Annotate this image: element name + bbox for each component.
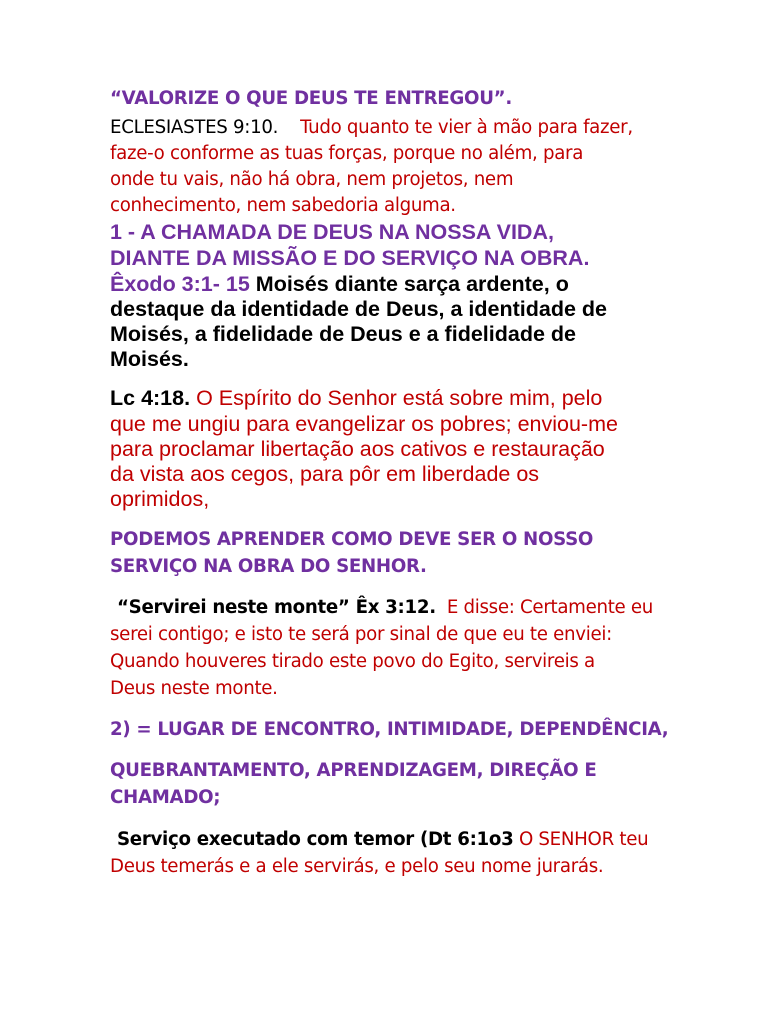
servirei-text-line: Deus neste monte. xyxy=(110,678,278,699)
exodus-text-line: Moisés, a fidelidade de Deus e a fidelidade de xyxy=(110,322,576,346)
section2-line: 2) = LUGAR DE ENCONTRO, INTIMIDADE, DEPENDÊNCIA, xyxy=(110,719,669,740)
section1-heading-line: DIANTE DA MISSÃO E DO SERVIÇO NA OBRA. xyxy=(110,246,590,270)
exodus-text: Moisés diante sarça ardente, o xyxy=(255,272,569,296)
section2-line: CHAMADO; xyxy=(110,787,221,808)
section1-heading-line: 1 - A CHAMADA DE DEUS NA NOSSA VIDA, xyxy=(110,220,554,244)
servico-text-line: Deus temerás e a ele servirás, e pelo seu nome jurarás. xyxy=(110,856,604,877)
servirei-text-line: serei contigo; e isto te será por sinal de que eu te enviei: xyxy=(110,624,612,645)
ecclesiastes-text-line: onde tu vais, não há obra, nem projetos, nem xyxy=(110,169,514,190)
luke-text-line: que me ungiu para evangelizar os pobres; enviou-me xyxy=(110,412,618,436)
luke-text-line: para proclamar libertação aos cativos e restauração xyxy=(110,437,605,461)
servirei-line-1 xyxy=(117,597,653,618)
ecclesiastes-text-line: faze-o conforme as tuas forças, porque no além, para xyxy=(110,143,584,164)
ecclesiastes-text: Tudo quanto te vier à mão para fazer, xyxy=(300,117,633,138)
ecclesiastes-reference: ECLESIASTES 9:10. xyxy=(110,117,279,138)
luke-text-line: oprimidos, xyxy=(110,487,210,511)
exodus-text-line: destaque da identidade de Deus, a identidade de xyxy=(110,297,607,321)
servico-line-1 xyxy=(117,829,648,850)
servico-text: O SENHOR teu xyxy=(518,829,649,850)
luke-line-1 xyxy=(110,386,602,411)
luke-reference: Lc 4:18. xyxy=(110,386,191,410)
servirei-text-line: Quando houveres tirado este povo do Egito, servireis a xyxy=(110,651,595,672)
servico-lead: Serviço executado com temor (Dt 6:1o3 xyxy=(117,829,514,850)
exodus-reference: Êxodo 3:1- 15 xyxy=(110,272,250,296)
learn-heading-line: PODEMOS APRENDER COMO DEVE SER O NOSSO xyxy=(110,529,594,550)
theme-title: “VALORIZE O QUE DEUS TE ENTREGOU”. xyxy=(110,88,512,109)
luke-text: O Espírito do Senhor está sobre mim, pelo xyxy=(196,386,603,410)
section2-line: QUEBRANTAMENTO, APRENDIZAGEM, DIREÇÃO E xyxy=(110,760,597,781)
learn-heading-line: SERVIÇO NA OBRA DO SENHOR. xyxy=(110,556,427,577)
ecclesiastes-line-1 xyxy=(110,117,633,138)
ecclesiastes-text-line: conhecimento, nem sabedoria alguma. xyxy=(110,195,456,216)
servirei-text: E disse: Certamente eu xyxy=(446,597,654,618)
exodus-text-line: Moisés. xyxy=(110,347,189,371)
servirei-quote-reference: “Servirei neste monte” Êx 3:12. xyxy=(117,597,436,618)
exodus-line-1 xyxy=(110,272,569,297)
luke-text-line: da vista aos cegos, para pôr em liberdade os xyxy=(110,462,540,486)
